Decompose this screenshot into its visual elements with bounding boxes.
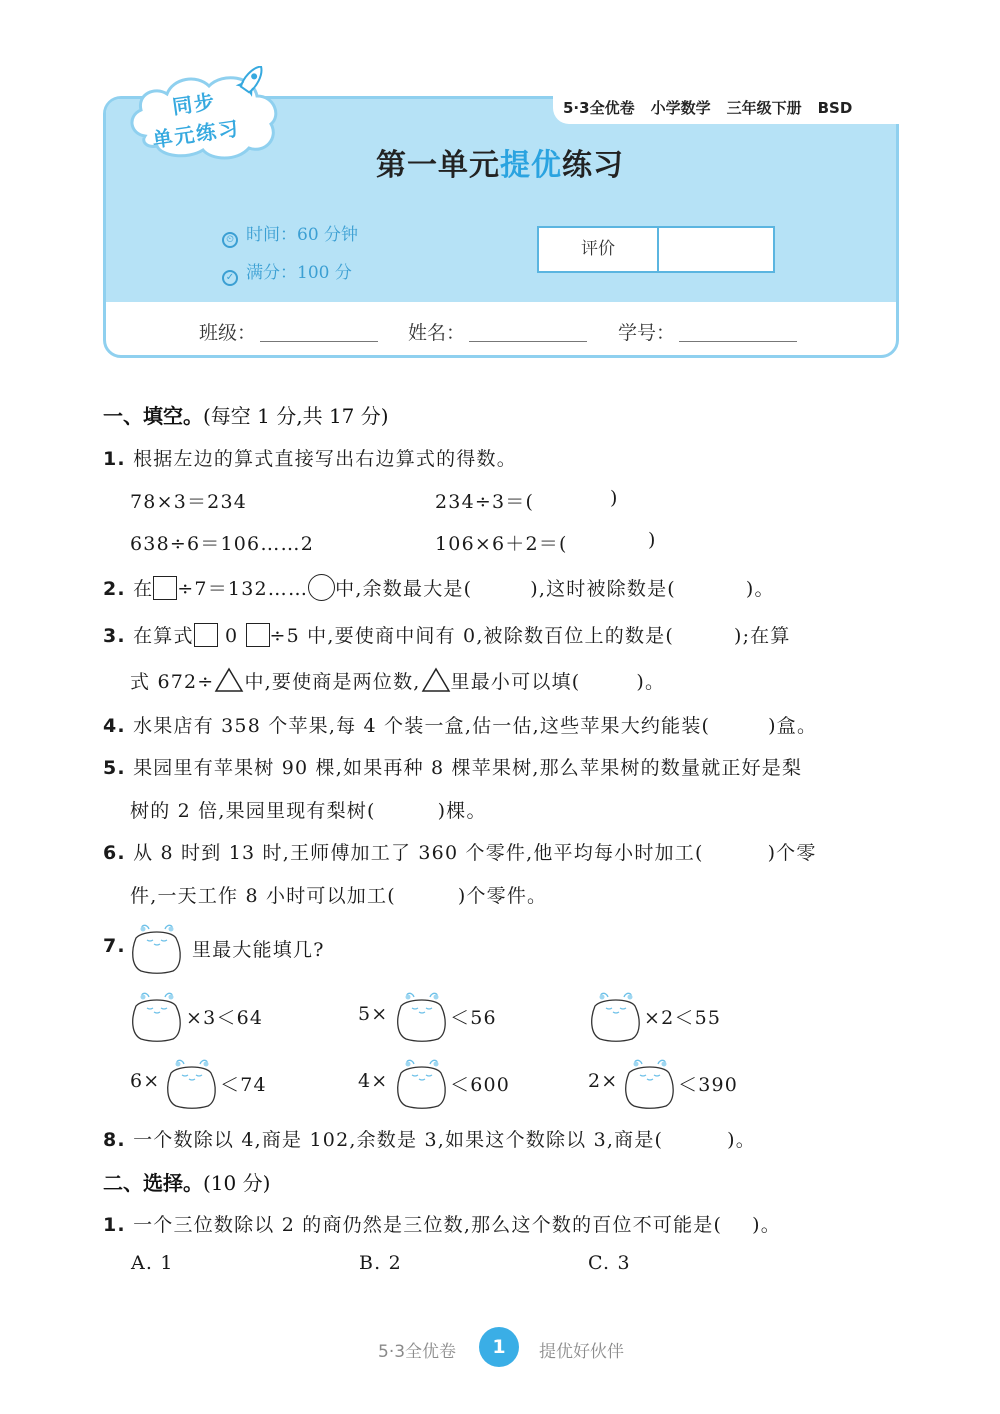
q7-row1-col2-a: 5× [358,1003,389,1025]
question-2 [103,574,775,601]
q1-given-b: 638÷6＝106……2 [130,533,315,555]
question-7-number [103,935,126,957]
q7-row2-col2-b: ＜600 [450,1074,511,1096]
choice-question-1 [103,1210,781,1237]
q1-given-a: 78×3＝234 [130,491,248,513]
blob-mascot-icon [620,1057,678,1109]
option-a: A. 1 [131,1252,174,1274]
evaluation-label: 评价 [539,228,659,271]
question-5 [103,753,802,780]
student-id-field[interactable] [679,341,797,342]
blob-mascot-icon [392,1057,450,1109]
q7-row2-col1-b: ＜74 [220,1074,267,1096]
badge-line2: 单元练习 [150,115,242,152]
q2-text-a: 在 [133,578,154,600]
q7-row2-col3-a: 2× [588,1070,619,1092]
c1-text-a: 一个三位数除以 2 的商仍然是三位数,那么这个数的百位不可能是( [133,1214,723,1236]
q5-text-a: 果园里有苹果树 90 棵,如果再种 8 棵苹果树,那么苹果树的数量就正好是梨 [133,757,803,779]
blob-mascot-icon [392,990,450,1042]
section-1-heading [103,400,389,429]
circle-box [308,574,335,601]
question-number: 1. [103,1214,126,1236]
evaluation-box [537,226,775,273]
question-8 [103,1125,756,1152]
q1-blank-a: 234÷3＝( [435,491,535,513]
q1-blank-b: 106×6＋2＝( [435,533,568,555]
series-brand: 5·3全优卷 [563,99,635,117]
option-b: B. 2 [359,1252,402,1274]
q8-text-b: )。 [727,1129,756,1151]
question-number: 5. [103,757,126,779]
q3-text-b: 0 [224,625,239,647]
q4-text-a: 水果店有 358 个苹果,每 4 个装一盒,估一估,这些苹果大约能装( [133,715,711,737]
section-2-note: (10 分) [203,1171,271,1195]
question-number: 1. [103,448,126,470]
question-number: 7. [103,935,126,957]
q3-text-d: );在算 [733,625,791,647]
series-subject: 小学数学 [650,99,711,117]
name-field[interactable] [469,341,587,342]
q6-text-a: 从 8 时到 13 时,王师傅加工了 360 个零件,他平均每小时加工( [133,842,704,864]
question-3-cont [130,667,665,694]
q2-text-e: )。 [745,578,775,600]
q7-row2-col2-a: 4× [358,1070,389,1092]
check-icon: ✓ [222,270,238,286]
footer-slogan: 提优好伙伴 [539,1342,624,1362]
q3-text-c: ÷5 中,要使商中间有 0,被除数百位上的数是( [269,625,674,647]
question-6-cont [130,881,547,908]
question-number: 3. [103,625,126,647]
series-edition: BSD [817,99,853,117]
q4-text-b: )盒。 [768,715,818,737]
q3-text-f: 中,要使商是两位数, [244,671,421,693]
section-2-heading [103,1167,270,1196]
time-info [222,220,358,248]
score-info [222,258,352,286]
option-c: C. 3 [588,1252,631,1274]
question-number: 4. [103,715,126,737]
q3-text-h: )。 [636,671,666,693]
q7-row2-col3-b: ＜390 [678,1074,739,1096]
title-highlight: 提优 [500,148,562,183]
score-label: 满分：100 分 [246,263,352,283]
q5-text-c: )棵。 [437,800,487,822]
question-4 [103,711,817,738]
class-label: 班级： [199,322,257,344]
question-6 [103,838,817,865]
series-grade: 三年级下册 [726,99,802,117]
time-label: 时间：60 分钟 [246,225,359,245]
page-title [0,140,1000,184]
c1-text-b: )。 [752,1214,781,1236]
q5-text-b: 树的 2 倍,果园里现有梨树( [130,800,376,822]
triangle-icon [214,667,244,693]
square-box [194,623,218,647]
q3-text-e: 式 672÷ [130,671,215,693]
q6-text-d: )个零件。 [457,885,548,907]
q1-blank-b-close: ) [648,529,657,551]
series-info [563,97,852,118]
footer-brand: 5·3全优卷 [378,1342,457,1362]
q7-row2-col1-a: 6× [130,1070,161,1092]
q2-text-c: 中,余数最大是( [335,578,473,600]
q3-text-a: 在算式 [133,625,194,647]
blob-mascot-icon [127,990,185,1042]
blob-mascot-icon [586,990,644,1042]
question-7-text: 里最大能填几? [192,939,325,961]
badge-line1: 同步 [170,89,218,119]
title-part-c: 练习 [562,148,624,183]
q2-text-b: ÷7＝132…… [177,578,309,600]
title-part-a: 第一单元 [376,148,500,183]
q7-row1-col3: ×2＜55 [644,1007,722,1029]
blob-mascot-icon [162,1057,220,1109]
blob-mascot-icon [127,922,185,974]
section-1-title: 一、填空。 [103,404,203,428]
name-label: 姓名： [408,322,466,344]
page-number: 1 [479,1327,519,1367]
class-field[interactable] [260,341,378,342]
q1-blank-a-close: ) [610,487,619,509]
section-1-note: (每空 1 分,共 17 分) [203,404,389,428]
question-number: 6. [103,842,126,864]
question-1 [103,444,517,471]
q6-text-c: 件,一天工作 8 小时可以加工( [130,885,396,907]
student-id-label: 学号： [618,322,676,344]
q7-row1-col1: ×3＜64 [186,1007,264,1029]
question-number: 8. [103,1129,126,1151]
question-5-cont [130,796,487,823]
q7-row1-col2-b: ＜56 [450,1007,497,1029]
section-2-title: 二、选择。 [103,1171,203,1195]
triangle-icon [421,667,451,693]
q6-text-b: )个零 [767,842,817,864]
q8-text-a: 一个数除以 4,商是 102,余数是 3,如果这个数除以 3,商是( [133,1129,664,1151]
question-3 [103,621,791,648]
q3-text-g: 里最小可以填( [450,671,581,693]
question-text: 根据左边的算式直接写出右边算式的得数。 [133,448,517,470]
square-box [246,623,270,647]
question-number: 2. [103,578,126,600]
clock-icon: ⏲ [222,232,238,248]
q2-text-d: ),这时被除数是( [530,578,676,600]
square-box [153,576,177,600]
